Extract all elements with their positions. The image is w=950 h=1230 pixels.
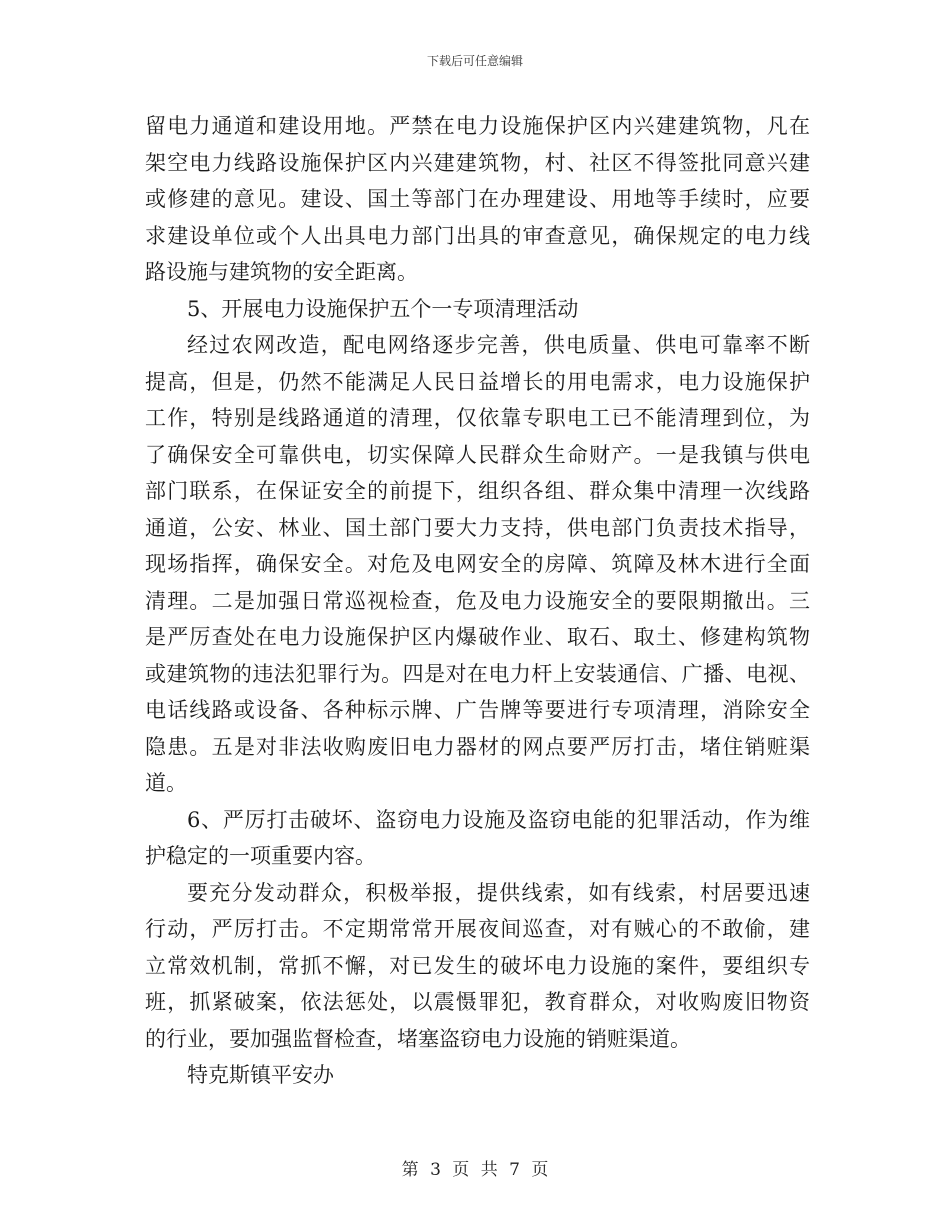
document-body [145,108,810,1094]
text-line: 部门联系，在保证安全的前提下，组织各组、群众集中清理一次线路 [145,479,810,503]
text-line: 路设施与建筑物的安全距离。 [145,260,418,284]
text-line: 或建筑物的违法犯罪行为。四是对在电力杆上安装通信、广播、电视、 [145,661,810,686]
text-line: 现场指挥，确保安全。对危及电网安全的房障、筑障及林木进行全面 [145,552,810,576]
text-line: 道。 [145,771,187,795]
text-line: 5、开展电力设施保护五个一专项清理活动 [187,296,579,321]
text-line: 是严厉查处在电力设施保护区内爆破作业、取石、取土、修建构筑物 [145,625,810,649]
text-line: 经过农网改造，配电网络逐步完善，供电质量、供电可靠率不断 [187,333,810,357]
text-line: 了确保安全可靠供电，切实保障人民群众生命财产。一是我镇与供电 [145,442,810,467]
text-line: 要充分发动群众，积极举报，提供线索，如有线索，村居要迅速 [187,880,810,905]
text-line: 或修建的意见。建设、国土等部门在办理建设、用地等手续时，应要 [145,187,810,211]
text-line: 架空电力线路设施保护区内兴建建筑物，村、社区不得签批同意兴建 [145,150,810,175]
text-line: 留电力通道和建设用地。严禁在电力设施保护区内兴建建筑物，凡在 [145,114,810,138]
text-line: 隐患。五是对非法收购废旧电力器材的网点要严厉打击，堵住销赃渠 [145,734,810,759]
text-line: 电话线路或设备、各种标示牌、广告牌等要进行专项清理，消除安全 [145,698,810,722]
text-line: 清理。二是加强日常巡视检查，危及电力设施安全的要限期撤出。三 [145,588,810,613]
text-line: 提高，但是，仍然不能满足人民日益增长的用电需求，电力设施保护 [145,369,810,394]
text-line: 班，抓紧破案，依法惩处，以震慑罪犯，教育群众，对收购废旧物资 [145,990,810,1014]
text-line: 工作，特别是线路通道的清理，仅依靠专职电工已不能清理到位，为 [145,406,810,430]
text-line: 立常效机制，常抓不懈，对已发生的破坏电力设施的案件，要组织专 [145,953,810,978]
text-line: 行动，严厉打击。不定期常常开展夜间巡查，对有贼心的不敢偷，建 [145,917,810,941]
text-line: 通道，公安、林业、国土部门要大力支持，供电部门负责技术指导， [145,515,810,540]
page-footer: 第 3 页 共 7 页 [401,1160,549,1180]
text-line: 求建设单位或个人出具电力部门出具的审查意见，确保规定的电力线 [145,223,810,248]
text-line: 的行业，要加强监督检查，堵塞盗窃电力设施的销赃渠道。 [145,1026,691,1051]
page-header: 下载后可任意编辑 [426,54,523,68]
text-line: 特克斯镇平安办 [187,1063,334,1087]
text-line: 6、严厉打击破坏、盗窃电力设施及盗窃电能的犯罪活动，作为维 [187,807,810,832]
text-line: 护稳定的一项重要内容。 [145,844,376,868]
